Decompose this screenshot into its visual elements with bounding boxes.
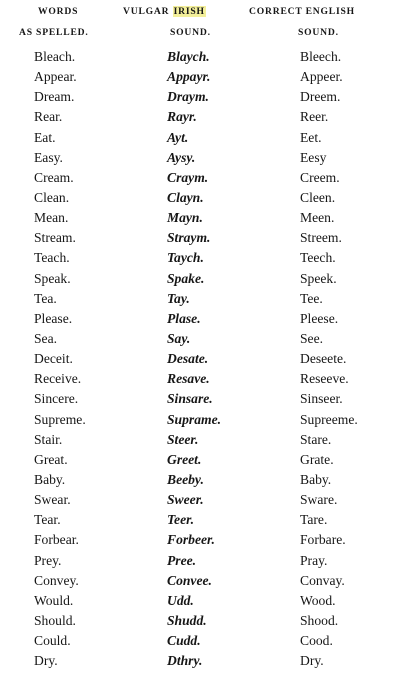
word-as-spelled: Prey. xyxy=(34,552,62,568)
correct-english-sound: Dreem. xyxy=(300,89,341,105)
table-row xyxy=(0,47,401,67)
correct-english-sound: Creem. xyxy=(300,169,340,185)
word-as-spelled: Easy. xyxy=(34,149,63,165)
table-row xyxy=(0,188,401,208)
correct-english-sound: Deseete. xyxy=(300,351,347,367)
table-row xyxy=(0,631,401,651)
correct-english-sound: Shood. xyxy=(300,612,339,628)
word-as-spelled: Dream. xyxy=(34,89,75,105)
word-as-spelled: Could. xyxy=(34,633,71,649)
header-irish-highlighted: IRISH xyxy=(173,6,205,17)
vulgar-irish-sound: Desate. xyxy=(167,351,209,367)
word-as-spelled: Teach. xyxy=(34,250,70,266)
word-as-spelled: Great. xyxy=(34,451,68,467)
vulgar-irish-sound: Ayt. xyxy=(167,129,189,145)
correct-english-sound: Meen. xyxy=(300,210,335,226)
correct-english-sound: Sinseer. xyxy=(300,391,343,407)
correct-english-sound: Convay. xyxy=(300,572,345,588)
table-row xyxy=(0,470,401,490)
table-row xyxy=(0,87,401,107)
header-as-spelled: AS SPELLED. xyxy=(19,27,89,38)
correct-english-sound: Pray. xyxy=(300,552,328,568)
vulgar-irish-sound: Teer. xyxy=(167,512,195,528)
table-row xyxy=(0,389,401,409)
table-row xyxy=(0,289,401,309)
word-as-spelled: Convey. xyxy=(34,572,79,588)
correct-english-sound: Pleese. xyxy=(300,310,339,326)
table-row xyxy=(0,530,401,550)
table-row xyxy=(0,450,401,470)
vulgar-irish-sound: Pree. xyxy=(167,552,197,568)
table-row xyxy=(0,349,401,369)
table-row xyxy=(0,430,401,450)
word-table xyxy=(0,47,401,671)
header-irish-sound: SOUND. xyxy=(170,27,211,38)
correct-english-sound: Dry. xyxy=(300,653,324,669)
vulgar-irish-sound: Clayn. xyxy=(167,189,204,205)
word-as-spelled: Rear. xyxy=(34,109,63,125)
vulgar-irish-sound: Draym. xyxy=(167,89,209,105)
correct-english-sound: Tare. xyxy=(300,512,328,528)
vulgar-irish-sound: Aysy. xyxy=(167,149,196,165)
vulgar-irish-sound: Straym. xyxy=(167,230,211,246)
word-as-spelled: Cream. xyxy=(34,169,74,185)
correct-english-sound: Cleen. xyxy=(300,189,336,205)
correct-english-sound: Grate. xyxy=(300,451,334,467)
correct-english-sound: Reer. xyxy=(300,109,329,125)
word-as-spelled: Clean. xyxy=(34,189,70,205)
table-row xyxy=(0,148,401,168)
vulgar-irish-sound: Beeby. xyxy=(167,471,204,487)
correct-english-sound: Forbare. xyxy=(300,532,346,548)
word-as-spelled: Tear. xyxy=(34,512,61,528)
word-as-spelled: Stair. xyxy=(34,431,63,447)
correct-english-sound: Cood. xyxy=(300,633,333,649)
word-as-spelled: Mean. xyxy=(34,210,69,226)
table-row xyxy=(0,611,401,631)
table-row xyxy=(0,228,401,248)
table-row xyxy=(0,571,401,591)
word-as-spelled: Should. xyxy=(34,612,76,628)
table-row xyxy=(0,208,401,228)
vulgar-irish-sound: Greet. xyxy=(167,451,202,467)
vulgar-irish-sound: Craym. xyxy=(167,169,209,185)
header-english-sound: SOUND. xyxy=(298,27,339,38)
vulgar-irish-sound: Forbeer. xyxy=(167,532,215,548)
vulgar-irish-sound: Tay. xyxy=(167,290,190,306)
table-row xyxy=(0,248,401,268)
table-row xyxy=(0,369,401,389)
vulgar-irish-sound: Appayr. xyxy=(167,69,211,85)
table-row xyxy=(0,410,401,430)
correct-english-sound: See. xyxy=(300,330,324,346)
table-row xyxy=(0,651,401,671)
word-as-spelled: Receive. xyxy=(34,371,82,387)
vulgar-irish-sound: Spake. xyxy=(167,270,205,286)
word-as-spelled: Bleach. xyxy=(34,49,76,64)
word-as-spelled: Please. xyxy=(34,310,73,326)
table-row xyxy=(0,591,401,611)
header-vulgar-irish xyxy=(123,6,206,18)
word-as-spelled: Dry. xyxy=(34,653,58,669)
table-row xyxy=(0,128,401,148)
word-as-spelled: Eat. xyxy=(34,129,56,145)
word-as-spelled: Forbear. xyxy=(34,532,79,548)
table-row xyxy=(0,67,401,87)
table-row xyxy=(0,329,401,349)
word-as-spelled: Would. xyxy=(34,592,74,608)
header-vulgar: VULGAR xyxy=(123,6,170,17)
word-as-spelled: Swear. xyxy=(34,492,71,508)
vulgar-irish-sound: Convee. xyxy=(167,572,212,588)
vulgar-irish-sound: Cudd. xyxy=(167,633,201,649)
vulgar-irish-sound: Suprame. xyxy=(167,411,222,427)
word-as-spelled: Supreme. xyxy=(34,411,86,427)
word-as-spelled: Deceit. xyxy=(34,351,73,367)
vulgar-irish-sound: Mayn. xyxy=(167,210,203,226)
word-as-spelled: Stream. xyxy=(34,230,76,246)
correct-english-sound: Appeer. xyxy=(300,69,343,85)
correct-english-sound: Baby. xyxy=(300,471,332,487)
correct-english-sound: Reseeve. xyxy=(300,371,349,387)
correct-english-sound: Tee. xyxy=(300,290,323,306)
correct-english-sound: Supreeme. xyxy=(300,411,358,427)
header-correct-english: CORRECT ENGLISH xyxy=(249,6,355,17)
correct-english-sound: Wood. xyxy=(300,592,336,608)
vulgar-irish-sound: Sinsare. xyxy=(167,391,213,407)
vulgar-irish-sound: Say. xyxy=(167,330,191,346)
word-as-spelled: Speak. xyxy=(34,270,71,286)
correct-english-sound: Streem. xyxy=(300,230,342,246)
table-row xyxy=(0,269,401,289)
word-as-spelled: Sea. xyxy=(34,330,58,346)
vulgar-irish-sound: Shudd. xyxy=(167,612,207,628)
vulgar-irish-sound: Rayr. xyxy=(167,109,197,125)
correct-english-sound: Eet. xyxy=(300,129,322,145)
correct-english-sound: Speek. xyxy=(300,270,337,286)
correct-english-sound: Bleech. xyxy=(300,49,342,64)
word-as-spelled: Sincere. xyxy=(34,391,79,407)
correct-english-sound: Sware. xyxy=(300,492,338,508)
table-row xyxy=(0,510,401,530)
vulgar-irish-sound: Plase. xyxy=(167,310,201,326)
word-as-spelled: Tea. xyxy=(34,290,57,306)
correct-english-sound: Eesy xyxy=(300,149,327,165)
correct-english-sound: Teech. xyxy=(300,250,336,266)
vulgar-irish-sound: Blaych. xyxy=(167,49,210,64)
table-row xyxy=(0,168,401,188)
table-row xyxy=(0,107,401,127)
table-row xyxy=(0,490,401,510)
vulgar-irish-sound: Udd. xyxy=(167,592,194,608)
vulgar-irish-sound: Dthry. xyxy=(167,653,203,669)
table-row xyxy=(0,551,401,571)
vulgar-irish-sound: Sweer. xyxy=(167,492,204,508)
word-as-spelled: Appear. xyxy=(34,69,77,85)
vulgar-irish-sound: Steer. xyxy=(167,431,199,447)
correct-english-sound: Stare. xyxy=(300,431,332,447)
table-row xyxy=(0,309,401,329)
word-as-spelled: Baby. xyxy=(34,471,66,487)
vulgar-irish-sound: Taych. xyxy=(167,250,204,266)
vulgar-irish-sound: Resave. xyxy=(167,371,210,387)
header-words: WORDS xyxy=(38,6,79,17)
